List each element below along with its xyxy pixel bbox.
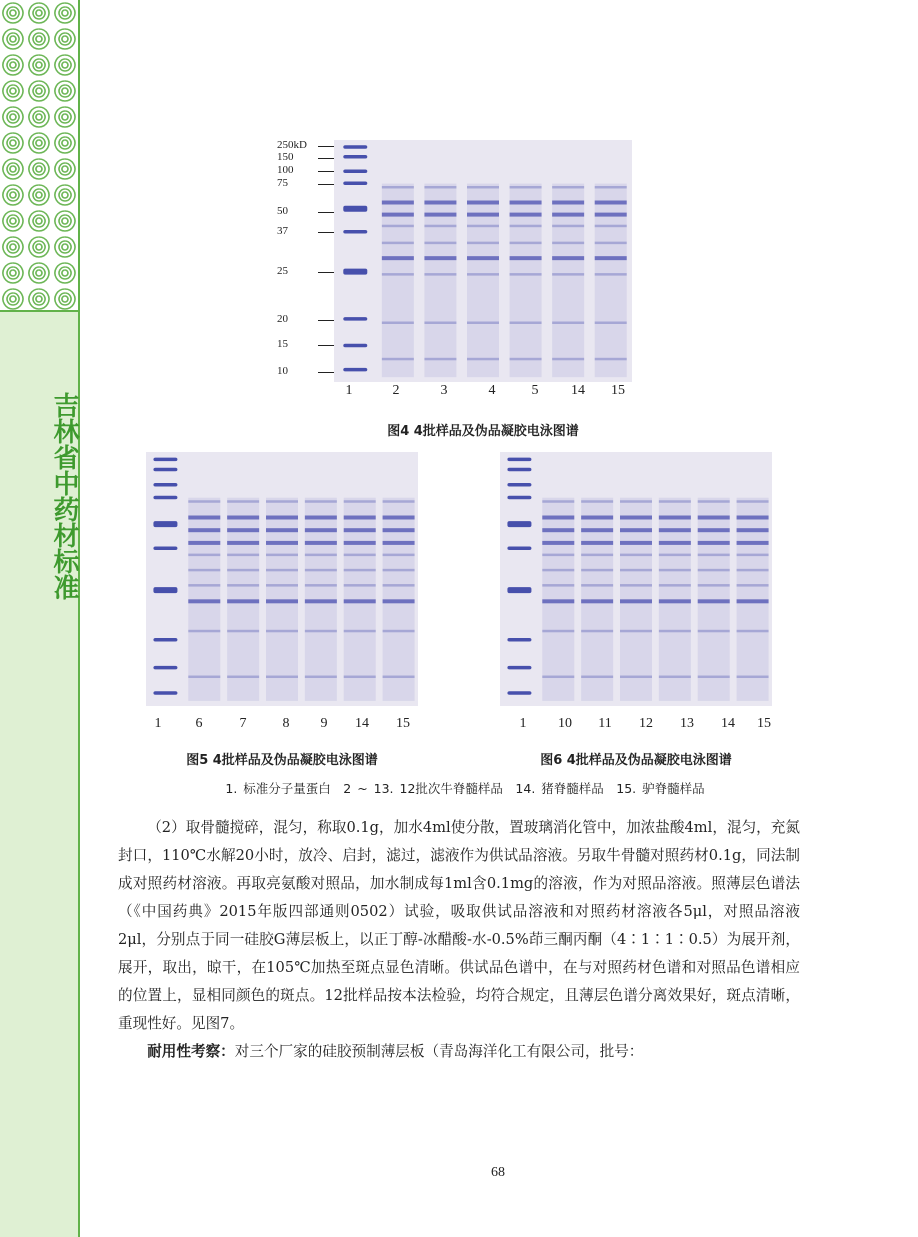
- protein-band: [344, 528, 376, 532]
- protein-band: [467, 358, 499, 361]
- protein-band: [659, 630, 691, 633]
- protein-band: [467, 213, 499, 217]
- protein-band: [188, 516, 220, 520]
- protein-band: [467, 322, 499, 325]
- lane-number: 7: [239, 716, 247, 731]
- lane-number: 8: [282, 716, 290, 731]
- decorative-pattern: [0, 0, 78, 312]
- protein-band: [698, 554, 730, 557]
- marker-label: 100: [277, 164, 294, 176]
- protein-band: [552, 186, 584, 189]
- protein-band: [305, 584, 337, 587]
- protein-band: [424, 186, 456, 189]
- protein-band: [510, 242, 542, 245]
- protein-band: [698, 630, 730, 633]
- lane-number: 2: [392, 383, 400, 398]
- protein-band: [659, 584, 691, 587]
- protein-band: [227, 630, 259, 633]
- protein-band: [552, 256, 584, 260]
- paragraph-2: [118, 1038, 800, 1066]
- protein-band: [188, 500, 220, 503]
- protein-band: [266, 584, 298, 587]
- protein-band: [305, 541, 337, 545]
- protein-band: [737, 554, 769, 557]
- protein-band: [227, 569, 259, 572]
- lane-number: 15: [611, 383, 625, 398]
- ladder-band: [343, 206, 367, 212]
- protein-band: [227, 516, 259, 520]
- marker-label: 15: [277, 338, 288, 350]
- protein-band: [542, 599, 574, 603]
- lane-number: 11: [598, 716, 612, 731]
- protein-band: [510, 225, 542, 228]
- protein-band: [424, 201, 456, 205]
- ladder-band: [153, 468, 177, 472]
- protein-band: [581, 541, 613, 545]
- ladder-band: [507, 483, 531, 487]
- lane-number: 1: [519, 716, 527, 731]
- protein-band: [344, 541, 376, 545]
- protein-band: [552, 358, 584, 361]
- protein-band: [266, 599, 298, 603]
- protein-band: [659, 516, 691, 520]
- ladder-band: [507, 587, 531, 593]
- lane-number: 9: [320, 716, 328, 731]
- lane-number: 4: [488, 383, 496, 398]
- protein-band: [698, 500, 730, 503]
- protein-band: [266, 528, 298, 532]
- protein-band: [581, 584, 613, 587]
- protein-band: [188, 528, 220, 532]
- protein-band: [467, 256, 499, 260]
- ladder-band: [343, 182, 367, 186]
- protein-band: [510, 358, 542, 361]
- protein-band: [510, 213, 542, 217]
- protein-band: [552, 213, 584, 217]
- protein-band: [382, 322, 414, 325]
- protein-band: [227, 500, 259, 503]
- protein-band: [424, 242, 456, 245]
- protein-band: [542, 500, 574, 503]
- lane-number: 15: [396, 716, 410, 731]
- protein-band: [227, 541, 259, 545]
- protein-band: [510, 186, 542, 189]
- protein-band: [698, 599, 730, 603]
- protein-band: [698, 541, 730, 545]
- marker-label: 37: [277, 225, 288, 237]
- protein-band: [581, 630, 613, 633]
- protein-band: [382, 213, 414, 217]
- swirl-pattern-icon: [0, 0, 78, 310]
- protein-band: [344, 630, 376, 633]
- protein-band: [424, 225, 456, 228]
- protein-band: [305, 569, 337, 572]
- protein-band: [552, 225, 584, 228]
- protein-band: [581, 569, 613, 572]
- protein-band: [227, 599, 259, 603]
- protein-band: [620, 676, 652, 679]
- legend-note: 1. 标准分子量蛋白 2 ~ 13. 12批次牛脊髓样品 14. 猪脊髓样品 15. 驴脊髓样品: [225, 781, 705, 796]
- protein-band: [266, 554, 298, 557]
- protein-band: [424, 358, 456, 361]
- protein-band: [188, 569, 220, 572]
- protein-band: [383, 554, 415, 557]
- protein-band: [737, 676, 769, 679]
- sidebar-title: 吉林省中药材标准: [49, 392, 79, 600]
- protein-band: [659, 528, 691, 532]
- ladder-band: [507, 521, 531, 527]
- sidebar: [0, 0, 80, 1237]
- protein-band: [737, 569, 769, 572]
- protein-band: [382, 358, 414, 361]
- ladder-band: [507, 638, 531, 642]
- protein-band: [737, 516, 769, 520]
- marker-label: 250kD: [277, 139, 307, 151]
- protein-band: [266, 630, 298, 633]
- protein-band: [227, 584, 259, 587]
- protein-band: [552, 322, 584, 325]
- lane-number: 14: [571, 383, 585, 398]
- ladder-band: [343, 155, 367, 159]
- protein-band: [595, 201, 627, 205]
- protein-band: [552, 201, 584, 205]
- protein-band: [344, 599, 376, 603]
- protein-band: [542, 554, 574, 557]
- protein-band: [383, 630, 415, 633]
- protein-band: [542, 516, 574, 520]
- ladder-band: [343, 317, 367, 321]
- protein-band: [510, 256, 542, 260]
- protein-band: [227, 554, 259, 557]
- protein-band: [266, 676, 298, 679]
- page-number: 68: [491, 1165, 505, 1180]
- ladder-band: [153, 458, 177, 462]
- protein-band: [581, 599, 613, 603]
- ladder-band: [507, 458, 531, 462]
- paragraph-2-label: 耐用性考察：: [147, 1043, 235, 1060]
- protein-band: [620, 569, 652, 572]
- ladder-band: [153, 638, 177, 642]
- paragraph-1: （2）取骨髓搅碎，混匀，称取0.1g，加水4ml使分散，置玻璃消化管中，加浓盐酸4ml，混匀，充氮封口，110℃水解20小时，放冷、启封，滤过，滤液作为供试品溶液。另取牛骨髓对照药材0.1g，同法制成对照药材溶液。再取亮氨酸对照品，加水制成每1ml含0.1mg的溶液，作为对照品溶液。照薄层色谱法（《中国药典》2015年版四部通则0502）试验，吸取供试品溶液和对照药材溶液各5μl，对照品溶液2μl，分别点于同一硅胶G薄层板上，以正丁醇-冰醋酸-水-0.5%茚三酮丙酮（4∶1∶1∶0.5）为展开剂，展开，取出，晾干，在105℃加热至斑点显色清晰。供试品色谱中，在与对照药材色谱和对照品色谱相应的位置上，显相同颜色的斑点。12批样品按本法检验，均符合规定，且薄层色谱分离效果好，斑点清晰，重现性好。见图7。: [118, 819, 800, 1032]
- protein-band: [266, 541, 298, 545]
- paragraph-2-text: 对三个厂家的硅胶预制薄层板（青岛海洋化工有限公司，批号：: [234, 1043, 644, 1060]
- protein-band: [188, 584, 220, 587]
- protein-band: [737, 599, 769, 603]
- lane-number: 10: [558, 716, 572, 731]
- protein-band: [305, 554, 337, 557]
- protein-band: [424, 213, 456, 217]
- figure-5-caption: 图5 4批样品及伪品凝胶电泳图谱: [186, 753, 378, 768]
- protein-band: [542, 584, 574, 587]
- protein-band: [424, 273, 456, 276]
- protein-band: [467, 201, 499, 205]
- protein-band: [424, 322, 456, 325]
- marker-label: 150: [277, 151, 294, 163]
- protein-band: [383, 584, 415, 587]
- lane-number: 5: [531, 383, 539, 398]
- figure-4-caption: 图4 4批样品及伪品凝胶电泳图谱: [387, 424, 579, 439]
- protein-band: [305, 630, 337, 633]
- marker-label: 25: [277, 265, 288, 277]
- protein-band: [620, 516, 652, 520]
- protein-band: [620, 541, 652, 545]
- protein-band: [382, 256, 414, 260]
- protein-band: [581, 554, 613, 557]
- protein-band: [383, 569, 415, 572]
- protein-band: [659, 541, 691, 545]
- protein-band: [659, 554, 691, 557]
- protein-band: [467, 273, 499, 276]
- protein-band: [188, 630, 220, 633]
- protein-band: [467, 225, 499, 228]
- protein-band: [305, 528, 337, 532]
- lane-number: 15: [757, 716, 771, 731]
- protein-band: [552, 242, 584, 245]
- protein-band: [510, 322, 542, 325]
- ladder-band: [343, 145, 367, 149]
- ladder-band: [343, 230, 367, 234]
- protein-band: [542, 630, 574, 633]
- protein-band: [305, 599, 337, 603]
- protein-band: [595, 242, 627, 245]
- ladder-band: [343, 344, 367, 348]
- protein-band: [188, 541, 220, 545]
- protein-band: [581, 500, 613, 503]
- protein-band: [383, 599, 415, 603]
- protein-band: [424, 256, 456, 260]
- protein-band: [305, 500, 337, 503]
- ladder-band: [507, 496, 531, 500]
- gel-image-6: [500, 452, 772, 706]
- lane-number: 14: [721, 716, 735, 731]
- protein-band: [552, 273, 584, 276]
- protein-band: [737, 541, 769, 545]
- ladder-band: [507, 468, 531, 472]
- protein-band: [344, 516, 376, 520]
- protein-band: [344, 584, 376, 587]
- protein-band: [227, 676, 259, 679]
- protein-band: [595, 186, 627, 189]
- protein-band: [581, 676, 613, 679]
- ladder-band: [343, 269, 367, 275]
- marker-label: 10: [277, 365, 288, 377]
- protein-band: [542, 541, 574, 545]
- protein-band: [227, 528, 259, 532]
- protein-band: [510, 201, 542, 205]
- protein-band: [383, 500, 415, 503]
- lane-number: 14: [355, 716, 369, 731]
- protein-band: [188, 676, 220, 679]
- protein-band: [542, 676, 574, 679]
- lane-number: 6: [195, 716, 203, 731]
- lane-number: 1: [154, 716, 162, 731]
- protein-band: [581, 528, 613, 532]
- marker-label: 75: [277, 177, 288, 189]
- protein-band: [383, 528, 415, 532]
- ladder-band: [507, 691, 531, 695]
- protein-band: [737, 584, 769, 587]
- protein-band: [266, 500, 298, 503]
- protein-band: [383, 676, 415, 679]
- protein-band: [659, 500, 691, 503]
- protein-band: [737, 500, 769, 503]
- protein-band: [620, 584, 652, 587]
- protein-band: [620, 528, 652, 532]
- protein-band: [344, 569, 376, 572]
- protein-band: [344, 554, 376, 557]
- ladder-band: [153, 496, 177, 500]
- protein-band: [620, 500, 652, 503]
- protein-band: [344, 500, 376, 503]
- gel-image-5: [146, 452, 418, 706]
- protein-band: [595, 225, 627, 228]
- ladder-band: [153, 547, 177, 551]
- protein-band: [188, 599, 220, 603]
- protein-band: [382, 273, 414, 276]
- protein-band: [659, 676, 691, 679]
- protein-band: [382, 225, 414, 228]
- protein-band: [266, 516, 298, 520]
- ladder-band: [153, 521, 177, 527]
- protein-band: [344, 676, 376, 679]
- gel-image-4: [334, 140, 632, 382]
- ladder-band: [153, 587, 177, 593]
- ladder-band: [343, 169, 367, 173]
- protein-band: [305, 676, 337, 679]
- ladder-band: [507, 547, 531, 551]
- protein-band: [595, 256, 627, 260]
- protein-band: [382, 242, 414, 245]
- protein-band: [620, 630, 652, 633]
- body-text: [118, 814, 800, 1066]
- protein-band: [698, 676, 730, 679]
- protein-band: [467, 242, 499, 245]
- ladder-band: [153, 691, 177, 695]
- ladder-band: [343, 368, 367, 372]
- protein-band: [188, 554, 220, 557]
- marker-label: 20: [277, 313, 288, 325]
- protein-band: [383, 516, 415, 520]
- protein-band: [595, 322, 627, 325]
- protein-band: [383, 541, 415, 545]
- protein-band: [659, 599, 691, 603]
- protein-band: [382, 186, 414, 189]
- protein-band: [467, 186, 499, 189]
- protein-band: [659, 569, 691, 572]
- lane-number: 13: [680, 716, 694, 731]
- protein-band: [595, 213, 627, 217]
- ladder-band: [153, 483, 177, 487]
- protein-band: [266, 569, 298, 572]
- lane-number: 12: [639, 716, 653, 731]
- protein-band: [542, 528, 574, 532]
- ladder-band: [153, 666, 177, 670]
- protein-band: [698, 584, 730, 587]
- protein-band: [382, 201, 414, 205]
- protein-band: [581, 516, 613, 520]
- protein-band: [595, 358, 627, 361]
- protein-band: [620, 554, 652, 557]
- figure-6-caption: 图6 4批样品及伪品凝胶电泳图谱: [540, 753, 732, 768]
- protein-band: [698, 569, 730, 572]
- lane-number: 1: [345, 383, 353, 398]
- protein-band: [737, 528, 769, 532]
- protein-band: [737, 630, 769, 633]
- protein-band: [698, 528, 730, 532]
- protein-band: [510, 273, 542, 276]
- ladder-band: [507, 666, 531, 670]
- protein-band: [698, 516, 730, 520]
- protein-band: [305, 516, 337, 520]
- marker-label: 50: [277, 205, 288, 217]
- lane-number: 3: [440, 383, 448, 398]
- protein-band: [542, 569, 574, 572]
- protein-band: [620, 599, 652, 603]
- protein-band: [595, 273, 627, 276]
